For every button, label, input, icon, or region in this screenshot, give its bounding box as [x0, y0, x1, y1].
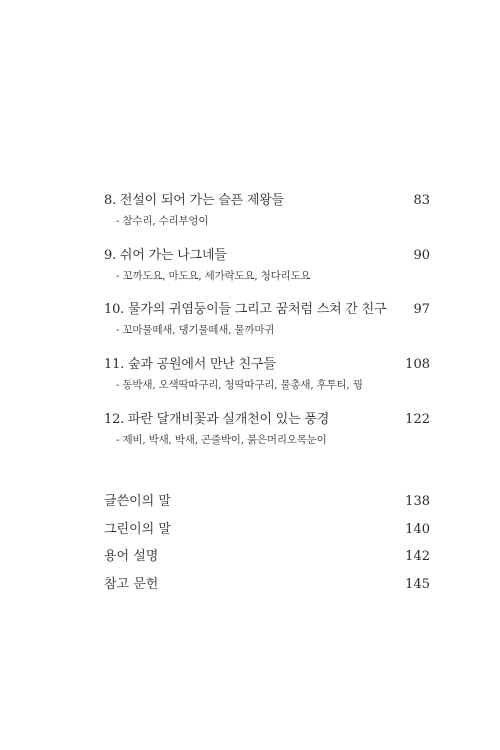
- toc-entry-chapter-8[interactable]: [104, 191, 430, 227]
- toc-entry-glossary[interactable]: [104, 547, 430, 567]
- page-number: 97: [413, 302, 430, 317]
- toc-entry-chapter-12[interactable]: [104, 410, 430, 446]
- toc-entry-chapter-9[interactable]: [104, 246, 430, 282]
- toc-entry-head: [104, 355, 430, 375]
- page-number: 142: [405, 549, 430, 564]
- toc-entry-author-note[interactable]: [104, 492, 430, 512]
- chapter-title: 12. 파란 달개비꽃과 실개천이 있는 풍경: [104, 412, 330, 427]
- page-number: 90: [413, 248, 430, 263]
- chapter-subtitle: - 참수리, 수리부엉이: [116, 215, 209, 227]
- chapter-subtitle: - 꼬까도요, 마도요, 세가락도요, 청다리도요: [116, 270, 311, 282]
- toc-entry-chapter-11[interactable]: [104, 355, 430, 391]
- chapter-title: 10. 물가의 귀염둥이들 그리고 꿈처럼 스쳐 간 친구: [104, 302, 387, 317]
- chapter-title: 11. 숲과 공원에서 만난 친구들: [104, 357, 276, 372]
- appendix-title: 참고 문헌: [104, 577, 159, 592]
- page-number: 122: [405, 412, 430, 427]
- toc-entry-head: [104, 191, 430, 211]
- appendix-title: 그린이의 말: [104, 522, 171, 537]
- toc-entry-head: [104, 246, 430, 266]
- chapter-subtitle: - 꼬마물떼새, 댕기물떼새, 물까마귀: [116, 324, 275, 336]
- appendix-title: 용어 설명: [104, 549, 159, 564]
- page-number: 138: [405, 494, 430, 509]
- page-number: 140: [405, 522, 430, 537]
- toc-entry-illustrator-note[interactable]: [104, 520, 430, 540]
- chapter-subtitle: - 동박새, 오색딱따구리, 청딱따구리, 물총새, 후투티, 꿩: [116, 379, 363, 391]
- chapter-title: 8. 전설이 되어 가는 슬픈 제왕들: [104, 193, 284, 208]
- toc-entry-chapter-10[interactable]: [104, 300, 430, 336]
- appendix-title: 글쓴이의 말: [104, 494, 171, 509]
- toc-entry-references[interactable]: [104, 575, 430, 595]
- chapter-subtitle: - 제비, 박새, 박새, 곤줄박이, 붉은머리오목눈이: [116, 434, 327, 446]
- page-number: 83: [413, 193, 430, 208]
- toc-entry-head: [104, 410, 430, 430]
- page-number: 108: [405, 357, 430, 372]
- page-number: 145: [405, 577, 430, 592]
- chapter-title: 9. 쉬어 가는 나그네들: [104, 248, 227, 263]
- toc-entry-head: [104, 300, 430, 320]
